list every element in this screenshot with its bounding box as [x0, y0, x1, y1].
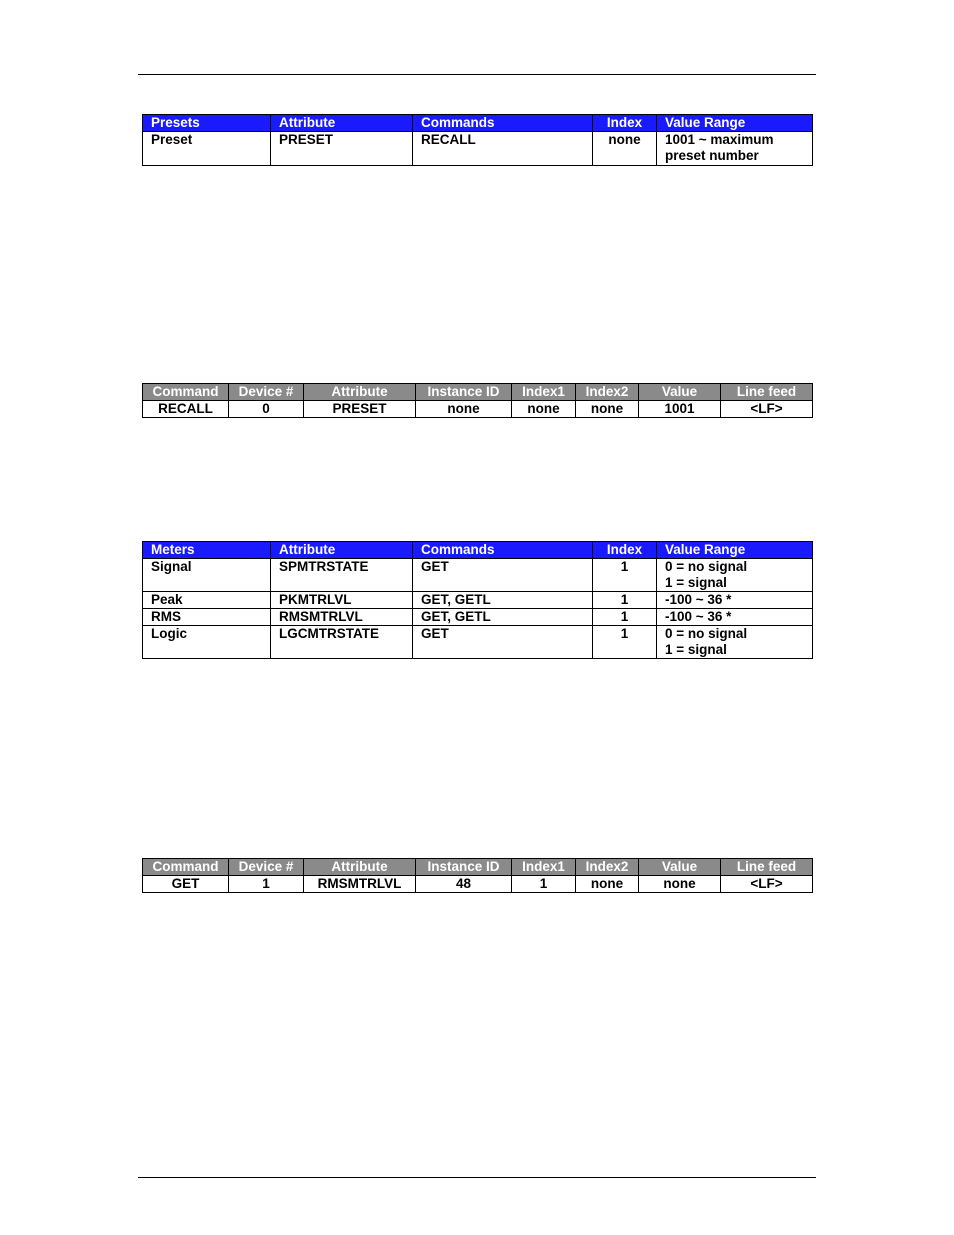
- header-cell: Value: [639, 384, 721, 401]
- table-cell: GET: [413, 626, 593, 659]
- table-row: [143, 876, 813, 893]
- header-rule: [138, 74, 816, 75]
- value-range-line: preset number: [665, 148, 759, 163]
- table-cell: -100 ~ 36 *: [657, 592, 813, 609]
- table-cell: 1: [593, 609, 657, 626]
- table-cell: PRESET: [304, 401, 416, 418]
- header-cell: Device #: [229, 384, 304, 401]
- header-cell: Command: [143, 384, 229, 401]
- header-cell: Index: [593, 542, 657, 559]
- table-cell: none: [639, 876, 721, 893]
- footer-rule: [138, 1177, 816, 1178]
- header-cell: Commands: [413, 115, 593, 132]
- header-cell: Command: [143, 859, 229, 876]
- table-cell: PRESET: [271, 132, 413, 166]
- table-cell: 1: [593, 559, 657, 592]
- table-cell: none: [593, 132, 657, 166]
- table-cell: 1: [512, 876, 576, 893]
- value-range-line: 1001 ~ maximum: [665, 132, 774, 147]
- table-cell: [657, 132, 813, 166]
- header-cell: Attribute: [271, 115, 413, 132]
- header-cell: Attribute: [271, 542, 413, 559]
- header-cell: Attribute: [304, 859, 416, 876]
- table-cell: none: [576, 401, 639, 418]
- table-cell: Logic: [143, 626, 271, 659]
- header-cell: Index2: [576, 384, 639, 401]
- table-row: [143, 626, 813, 659]
- table-cell: 1: [229, 876, 304, 893]
- table-row: [143, 132, 813, 166]
- table-cell: LGCMTRSTATE: [271, 626, 413, 659]
- table-cell: RMSMTRLVL: [271, 609, 413, 626]
- table-cell: <LF>: [721, 876, 813, 893]
- header-cell: Presets: [143, 115, 271, 132]
- value-range-line: 0 = no signal: [665, 559, 748, 574]
- table-header-row: [143, 859, 813, 876]
- table-cell: 1: [593, 592, 657, 609]
- header-cell: Value: [639, 859, 721, 876]
- table-cell: Peak: [143, 592, 271, 609]
- table-row: [143, 592, 813, 609]
- table-cell: [657, 559, 813, 592]
- table-cell: SPMTRSTATE: [271, 559, 413, 592]
- table-cell: RECALL: [143, 401, 229, 418]
- header-cell: Value Range: [657, 542, 813, 559]
- table-cell: GET, GETL: [413, 592, 593, 609]
- table-cell: -100 ~ 36 *: [657, 609, 813, 626]
- table-cell: none: [512, 401, 576, 418]
- table-cell: 1001: [639, 401, 721, 418]
- presets-table: [142, 114, 813, 166]
- value-range-line: 1 = signal: [665, 642, 727, 657]
- table-row: [143, 559, 813, 592]
- table-row: [143, 609, 813, 626]
- table-cell: <LF>: [721, 401, 813, 418]
- table-cell: 0: [229, 401, 304, 418]
- table-cell: none: [416, 401, 512, 418]
- table-cell: Preset: [143, 132, 271, 166]
- header-cell: Device #: [229, 859, 304, 876]
- header-cell: Index1: [512, 859, 576, 876]
- table-cell: 48: [416, 876, 512, 893]
- table-row: [143, 401, 813, 418]
- header-cell: Meters: [143, 542, 271, 559]
- table-cell: [657, 626, 813, 659]
- table-cell: 1: [593, 626, 657, 659]
- meters-table: [142, 541, 813, 659]
- command-table: [142, 858, 813, 893]
- header-cell: Commands: [413, 542, 593, 559]
- table-cell: RECALL: [413, 132, 593, 166]
- value-range-line: 1 = signal: [665, 575, 727, 590]
- table-cell: RMS: [143, 609, 271, 626]
- table-header-row: [143, 384, 813, 401]
- header-cell: Index: [593, 115, 657, 132]
- header-cell: Index2: [576, 859, 639, 876]
- header-cell: Line feed: [721, 859, 813, 876]
- table-cell: none: [576, 876, 639, 893]
- table-header-row: [143, 115, 813, 132]
- header-cell: Value Range: [657, 115, 813, 132]
- header-cell: Attribute: [304, 384, 416, 401]
- table-cell: Signal: [143, 559, 271, 592]
- header-cell: Line feed: [721, 384, 813, 401]
- table-cell: GET: [413, 559, 593, 592]
- command-table: [142, 383, 813, 418]
- header-cell: Instance ID: [416, 384, 512, 401]
- table-cell: GET: [143, 876, 229, 893]
- table-cell: PKMTRLVL: [271, 592, 413, 609]
- header-cell: Instance ID: [416, 859, 512, 876]
- table-cell: GET, GETL: [413, 609, 593, 626]
- value-range-line: 0 = no signal: [665, 626, 748, 641]
- header-cell: Index1: [512, 384, 576, 401]
- table-header-row: [143, 542, 813, 559]
- table-cell: RMSMTRLVL: [304, 876, 416, 893]
